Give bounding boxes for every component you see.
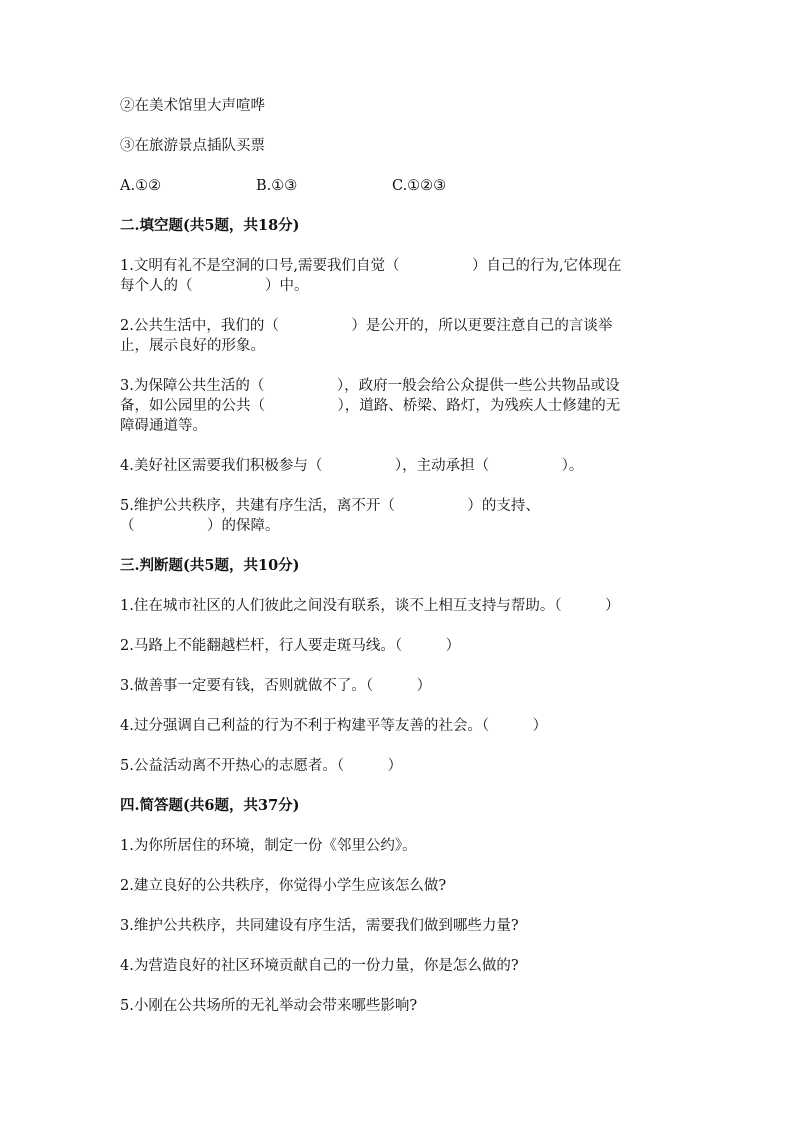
judge-q1: 1.住在城市社区的人们彼此之间没有联系，谈不上相互支持与帮助。（ ） [120, 598, 620, 614]
short-q5: 5.小刚在公共场所的无礼举动会带来哪些影响? [120, 998, 418, 1014]
fill-q2-line1: 2.公共生活中，我们的（ ）是公开的，所以更要注意自己的言谈举 [120, 318, 613, 334]
fill-q4: 4.美好社区需要我们积极参与（ ），主动承担（ ）。 [120, 458, 584, 474]
short-q4: 4.为营造良好的社区环境贡献自己的一份力量，你是怎么做的? [120, 958, 519, 974]
section-3-title: 三.判断题(共5题，共10分) [120, 557, 300, 574]
option-b: B.①③ [256, 178, 298, 194]
short-q2: 2.建立良好的公共秩序，你觉得小学生应该怎么做? [120, 878, 447, 894]
judge-q4: 4.过分强调自己利益的行为不利于构建平等友善的社会。（ ） [120, 718, 548, 734]
section-4-title: 四.简答题(共6题，共37分) [120, 797, 300, 814]
fill-q3-line3: 障碍通道等。 [120, 418, 207, 434]
short-q1: 1.为你所居住的环境，制定一份《邻里公约》。 [120, 838, 417, 854]
fill-q1-line1: 1.文明有礼不是空洞的口号,需要我们自觉（ ）自己的行为,它体现在 [120, 258, 622, 274]
short-q3: 3.维护公共秩序，共同建设有序生活，需要我们做到哪些力量? [120, 918, 519, 934]
fill-q3-line1: 3.为保障公共生活的（ ），政府一般会给公众提供一些公共物品或设 [120, 378, 620, 394]
option-c: C.①②③ [392, 178, 447, 194]
section-2-title: 二.填空题(共5题，共18分) [120, 217, 300, 234]
fill-q5-line1: 5.维护公共秩序，共建有序生活，离不开（ ）的支持、 [120, 498, 540, 514]
fill-q1-line2: 每个人的（ ）中。 [120, 278, 309, 294]
judge-q5: 5.公益活动离不开热心的志愿者。（ ） [120, 758, 403, 774]
choice-item-2: ②在美术馆里大声喧哗 [120, 98, 265, 114]
fill-q5-line2: （ ）的保障。 [120, 518, 280, 534]
fill-q3-line2: 备，如公园里的公共（ ），道路、桥梁、路灯，为残疾人士修建的无 [120, 398, 621, 414]
option-a: A.①② [120, 178, 162, 194]
judge-q2: 2.马路上不能翻越栏杆，行人要走斑马线。（ ） [120, 638, 461, 654]
fill-q2-line2: 止，展示良好的形象。 [120, 338, 265, 354]
choice-item-3: ③在旅游景点插队买票 [120, 138, 265, 154]
judge-q3: 3.做善事一定要有钱，否则就做不了。（ ） [120, 678, 432, 694]
